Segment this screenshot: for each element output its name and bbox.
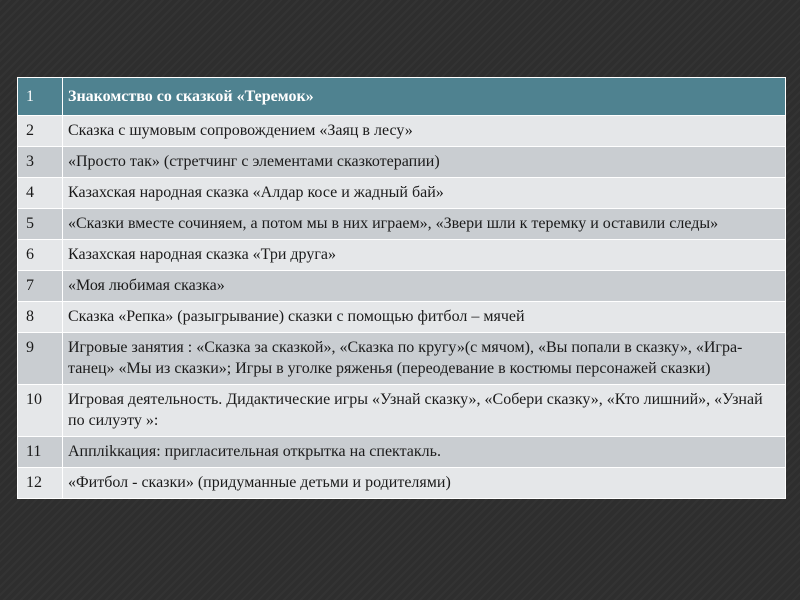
row-text: Игровая деятельность. Дидактические игры «Узнай сказку», «Собери сказку», «Кто лишний», «Узнай по силуэту »: bbox=[63, 385, 786, 437]
row-number: 10 bbox=[18, 385, 63, 437]
row-text: Казахская народная сказка «Три друга» bbox=[63, 240, 786, 271]
table-row bbox=[18, 116, 786, 147]
row-number: 9 bbox=[18, 333, 63, 385]
row-text: Аппліkкация: пригласительная открытка на спектакль. bbox=[63, 437, 786, 468]
row-number: 11 bbox=[18, 437, 63, 468]
row-number: 8 bbox=[18, 302, 63, 333]
row-number: 4 bbox=[18, 178, 63, 209]
row-number: 3 bbox=[18, 147, 63, 178]
table-header-row bbox=[18, 78, 786, 116]
row-text: «Просто так» (стретчинг с элементами сказкотерапии) bbox=[63, 147, 786, 178]
table-row bbox=[18, 178, 786, 209]
table-row bbox=[18, 240, 786, 271]
table-row bbox=[18, 302, 786, 333]
row-number: 2 bbox=[18, 116, 63, 147]
table-row bbox=[18, 333, 786, 385]
row-text: Знакомство со сказкой «Теремок» bbox=[63, 78, 786, 116]
row-number: 1 bbox=[18, 78, 63, 116]
table-row bbox=[18, 437, 786, 468]
row-number: 7 bbox=[18, 271, 63, 302]
row-text: Казахская народная сказка «Алдар косе и жадный бай» bbox=[63, 178, 786, 209]
row-text: Сказка «Репка» (разыгрывание) сказки с помощью фитбол – мячей bbox=[63, 302, 786, 333]
activity-table bbox=[17, 77, 786, 499]
table-row bbox=[18, 385, 786, 437]
row-number: 12 bbox=[18, 468, 63, 499]
row-text: Игровые занятия : «Сказка за сказкой», «Сказка по кругу»(с мячом), «Вы попали в сказку», «Игра-танец» «Мы из сказки»; Игры в уголке ряженья (переодевание в костюмы персонажей сказки) bbox=[63, 333, 786, 385]
table-row bbox=[18, 209, 786, 240]
table-row bbox=[18, 468, 786, 499]
row-number: 5 bbox=[18, 209, 63, 240]
row-text: «Моя любимая сказка» bbox=[63, 271, 786, 302]
table-row bbox=[18, 147, 786, 178]
row-text: «Сказки вместе сочиняем, а потом мы в них играем», «Звери шли к теремку и оставили следы» bbox=[63, 209, 786, 240]
row-text: «Фитбол - сказки» (придуманные детьми и родителями) bbox=[63, 468, 786, 499]
row-number: 6 bbox=[18, 240, 63, 271]
table-row bbox=[18, 271, 786, 302]
row-text: Сказка с шумовым сопровождением «Заяц в лесу» bbox=[63, 116, 786, 147]
